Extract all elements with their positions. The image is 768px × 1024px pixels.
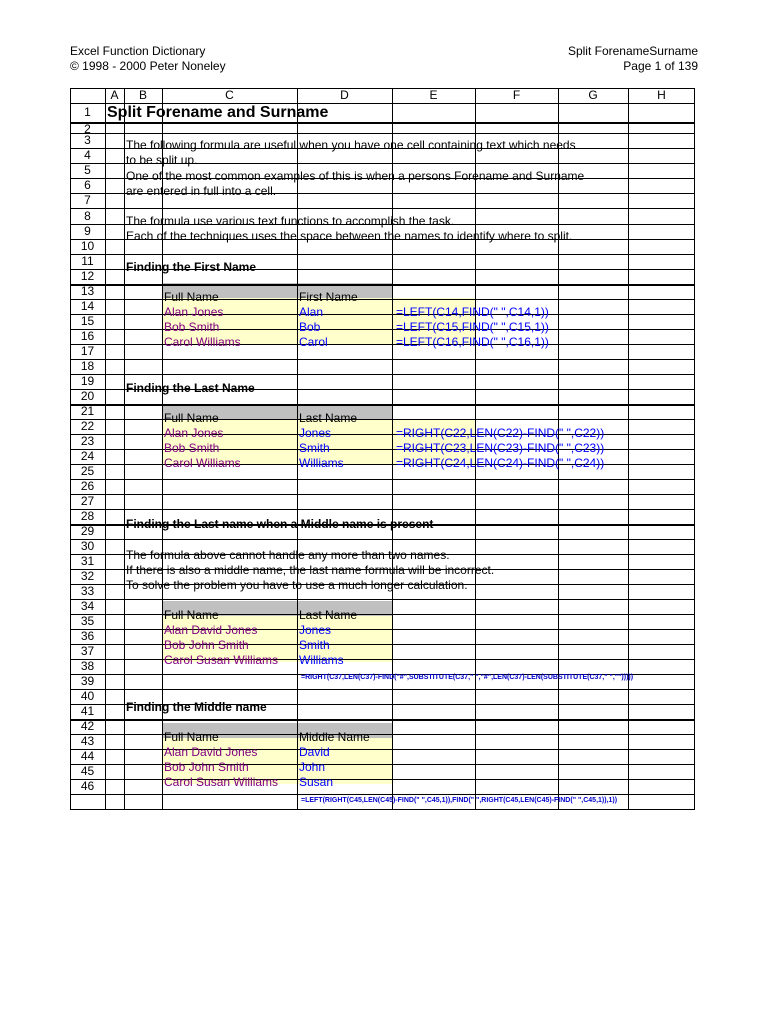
full-name-cell: Bob John Smith	[164, 760, 249, 774]
row-number[interactable]: 27	[80, 494, 95, 508]
row-number[interactable]: 19	[80, 374, 95, 388]
intro-line: to be split up.	[126, 153, 198, 167]
row-number[interactable]: 13	[80, 284, 95, 298]
row-number[interactable]: 31	[80, 554, 95, 568]
result-cell: Williams	[299, 456, 344, 470]
row-number[interactable]: 41	[80, 704, 95, 718]
row-number[interactable]: 32	[80, 569, 95, 583]
intro-line: Each of the techniques uses the space between the names to identify where to split.	[126, 229, 573, 243]
result-cell: Smith	[299, 638, 330, 652]
section-heading: Finding the Last Name	[126, 381, 255, 395]
row-number[interactable]: 9	[84, 224, 91, 238]
grid-line	[70, 479, 695, 480]
result-cell: Jones	[299, 426, 332, 440]
document-title: Excel Function Dictionary	[70, 44, 206, 58]
grid-line	[70, 208, 695, 209]
full-name-cell: Alan David Jones	[164, 623, 258, 637]
section-heading: Finding the Last name when a Middle name is present	[126, 517, 434, 531]
table-header: First Name	[299, 290, 358, 304]
row-number[interactable]: 16	[80, 329, 95, 343]
formula-cell: =RIGHT(C22,LEN(C22)-FIND(" ",C22))	[396, 426, 605, 440]
row-number[interactable]: 34	[80, 599, 95, 613]
full-name-cell: Bob Smith	[164, 320, 220, 334]
full-name-cell: Bob John Smith	[164, 638, 249, 652]
row-number[interactable]: 39	[80, 674, 95, 688]
row-number[interactable]: 10	[80, 239, 95, 253]
full-name-cell: Carol Susan Williams	[164, 653, 279, 667]
grid-line	[70, 509, 695, 510]
spreadsheet	[70, 88, 695, 809]
grid-line	[70, 122, 695, 124]
col-header-f[interactable]: F	[512, 88, 521, 102]
row-number[interactable]: 23	[80, 434, 95, 448]
sheet-name: Split ForenameSurname	[567, 44, 698, 58]
result-cell: Williams	[299, 653, 344, 667]
full-name-cell: Bob Smith	[164, 441, 220, 455]
result-cell: Jones	[299, 623, 332, 637]
explanation-line: If there is also a middle name, the last name formula will be incorrect.	[126, 563, 495, 577]
grid-line	[70, 719, 695, 721]
row-number[interactable]: 28	[80, 509, 95, 523]
row-number[interactable]: 15	[80, 314, 95, 328]
row-number[interactable]: 7	[84, 193, 91, 207]
row-number[interactable]: 26	[80, 479, 95, 493]
table-header: Last Name	[299, 608, 358, 622]
row-number[interactable]: 21	[80, 404, 95, 418]
section-heading: Finding the First Name	[126, 260, 257, 274]
grid-line	[70, 133, 695, 134]
page-title: Split Forename and Surname	[107, 104, 329, 121]
grid-line	[694, 88, 695, 809]
grid-line	[105, 88, 106, 809]
result-cell: David	[299, 745, 330, 759]
grid-line	[392, 88, 393, 809]
row-number[interactable]: 30	[80, 539, 95, 553]
grid-line	[70, 494, 695, 495]
row-number[interactable]: 40	[80, 689, 95, 703]
result-cell: Smith	[299, 441, 330, 455]
grid-line	[70, 254, 695, 255]
result-cell: Bob	[299, 320, 321, 334]
row-number[interactable]: 44	[80, 749, 95, 763]
row-number[interactable]: 42	[80, 719, 95, 733]
result-cell: Carol	[299, 335, 328, 349]
col-header-d[interactable]: D	[340, 88, 349, 102]
row-number[interactable]: 46	[80, 779, 95, 793]
table-header: Full Name	[164, 608, 219, 622]
row-number[interactable]: 1	[84, 105, 91, 119]
col-header-b[interactable]: B	[138, 88, 147, 102]
formula-cell: =LEFT(C16,FIND(" ",C16,1))	[396, 335, 549, 349]
full-name-cell: Alan Jones	[164, 426, 224, 440]
row-number[interactable]: 38	[80, 659, 95, 673]
col-header-h[interactable]: H	[657, 88, 666, 102]
grid-line	[70, 809, 695, 810]
grid-line	[70, 404, 695, 406]
copyright: © 1998 - 2000 Peter Noneley	[70, 59, 226, 73]
row-number[interactable]: 5	[84, 163, 91, 177]
row-number[interactable]: 35	[80, 614, 95, 628]
formula-cell: =RIGHT(C37,LEN(C37)-FIND("#",SUBSTITUTE(C37," ","#",LEN(C37)-LEN(SUBSTITUTE(C37," ","")))))	[301, 674, 634, 681]
explanation-line: To solve the problem you have to use a much longer calculation.	[126, 578, 468, 592]
formula-cell: =LEFT(C14,FIND(" ",C14,1))	[396, 305, 549, 319]
section-heading: Finding the Middle name	[126, 700, 267, 714]
table-header: Full Name	[164, 730, 219, 744]
row-number[interactable]: 11	[81, 254, 94, 268]
row-number[interactable]: 37	[80, 644, 95, 658]
row-number[interactable]: 8	[84, 208, 91, 223]
grid-line	[70, 359, 695, 360]
row-number[interactable]: 43	[80, 734, 95, 748]
row-number[interactable]: 36	[80, 629, 95, 643]
col-header-a[interactable]: A	[110, 88, 119, 102]
result-cell: Alan	[299, 305, 324, 319]
formula-cell: =RIGHT(C23,LEN(C23)-FIND(" ",C23))	[396, 441, 605, 455]
full-name-cell: Carol Susan Williams	[164, 775, 279, 789]
grid-line	[70, 599, 695, 600]
table-header: Middle Name	[299, 730, 370, 744]
col-header-c[interactable]: C	[225, 88, 234, 102]
full-name-cell: Carol Williams	[164, 456, 241, 470]
page-header-right	[568, 44, 698, 74]
row-number[interactable]: 29	[80, 524, 95, 538]
intro-line: are entered in full into a cell.	[126, 184, 277, 198]
grid-line	[70, 689, 695, 690]
row-number[interactable]: 33	[80, 584, 95, 598]
row-number[interactable]: 18	[80, 359, 95, 373]
col-header-g[interactable]: G	[588, 88, 598, 102]
result-cell: John	[299, 760, 326, 774]
full-name-cell: Carol Williams	[164, 335, 241, 349]
row-number[interactable]: 12	[80, 269, 95, 283]
full-name-cell: Alan David Jones	[164, 745, 258, 759]
formula-cell: =LEFT(C15,FIND(" ",C15,1))	[396, 320, 549, 334]
grid-line	[70, 374, 695, 375]
col-header-e[interactable]: E	[429, 88, 438, 102]
formula-cell: =RIGHT(C24,LEN(C24)-FIND(" ",C24))	[396, 456, 605, 470]
row-number[interactable]: 25	[80, 464, 95, 478]
row-number[interactable]: 22	[80, 419, 95, 433]
intro-line: The formula use various text functions to accomplish the task.	[126, 214, 455, 228]
grid-line	[297, 88, 298, 809]
formula-cell: =LEFT(RIGHT(C45,LEN(C45)-FIND(" ",C45,1)),FIND(" ",RIGHT(C45,LEN(C45)-FIND(" ",C45,1)),1))	[301, 797, 618, 804]
row-number[interactable]: 3	[84, 133, 91, 147]
intro-line: One of the most common examples of this is when a persons Forename and Surname	[126, 169, 585, 183]
grid-line	[70, 539, 695, 540]
intro-line: The following formula are useful when you have one cell containing text which needs	[126, 138, 576, 152]
row-number[interactable]: 45	[80, 764, 95, 778]
table-header: Full Name	[164, 290, 219, 304]
row-number[interactable]: 20	[80, 389, 95, 403]
result-cell: Susan	[299, 775, 334, 789]
row-number[interactable]: 2	[84, 122, 91, 136]
table-header: Full Name	[164, 411, 219, 425]
row-number[interactable]: 17	[80, 344, 95, 358]
row-number[interactable]: 6	[84, 178, 91, 192]
table-header: Last Name	[299, 411, 358, 425]
full-name-cell: Alan Jones	[164, 305, 224, 319]
row-number[interactable]: 24	[80, 449, 95, 463]
page-header-left	[70, 44, 226, 74]
grid-line	[124, 88, 125, 809]
grid-line	[628, 88, 629, 809]
page-number: Page 1 of 139	[623, 59, 698, 73]
grid-line	[70, 284, 695, 286]
explanation-line: The formula above cannot handle any more than two names.	[126, 548, 450, 562]
row-number[interactable]: 4	[84, 148, 91, 162]
row-number[interactable]: 14	[80, 299, 95, 313]
